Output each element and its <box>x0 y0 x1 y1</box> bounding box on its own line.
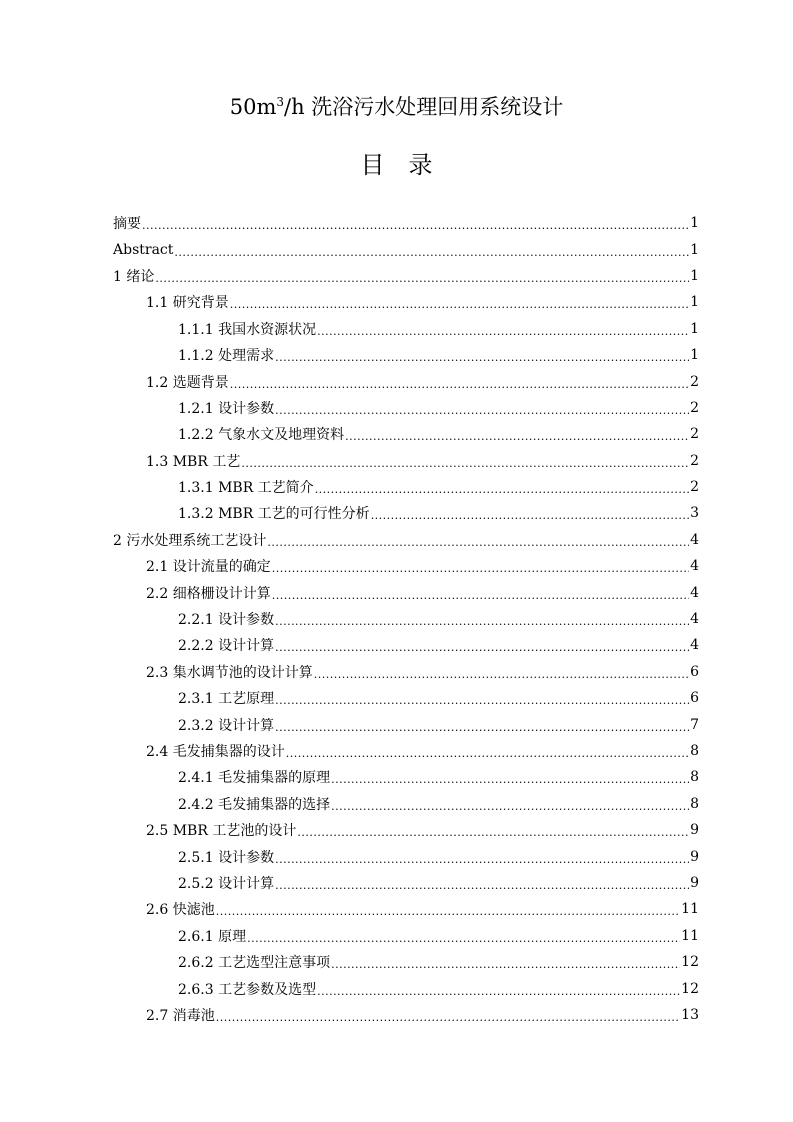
toc-entry-page: 4 <box>690 584 699 601</box>
toc-entry[interactable] <box>113 421 699 447</box>
toc-entry-label: 2.6 快滤池 <box>146 902 215 919</box>
toc-entry-page: 4 <box>690 558 699 575</box>
toc-leader-dots <box>275 850 689 864</box>
toc-entry-page: 2 <box>690 452 699 469</box>
toc-entry-label: 1.2 选题背景 <box>146 374 229 391</box>
toc-entry[interactable] <box>113 500 699 526</box>
toc-entry[interactable] <box>113 659 699 685</box>
toc-entry-page: 2 <box>690 373 699 390</box>
toc-leader-dots <box>286 744 689 758</box>
toc-entry-label: 1.3 MBR 工艺 <box>146 453 241 470</box>
toc-entry[interactable] <box>113 368 699 394</box>
toc-entry-page: 4 <box>690 611 699 628</box>
toc-entry-page: 3 <box>690 505 699 522</box>
toc-entry-page: 9 <box>690 848 699 865</box>
toc-entry-page: 2 <box>690 479 699 496</box>
toc-entry[interactable] <box>113 949 699 975</box>
toc-leader-dots <box>275 718 689 732</box>
title-superscript: 3 <box>276 95 284 109</box>
toc-entry-label: 1.3.2 MBR 工艺的可行性分析 <box>178 506 370 523</box>
toc-leader-dots <box>247 929 680 943</box>
toc-entry-label: 2 污水处理系统工艺设计 <box>113 532 267 549</box>
toc-entry[interactable] <box>113 1002 699 1028</box>
document-title <box>0 92 793 122</box>
toc-leader-dots <box>267 533 689 547</box>
toc-leader-dots <box>314 665 689 679</box>
toc-entry-label: 2.5.2 设计计算 <box>178 875 275 892</box>
toc-entry[interactable] <box>113 395 699 421</box>
title-prefix: 50m <box>229 95 277 119</box>
toc-entry-page: 6 <box>690 690 699 707</box>
toc-entry[interactable] <box>113 923 699 949</box>
toc-entry-label: 2.4.2 毛发捕集器的选择 <box>178 796 331 813</box>
toc-leader-dots <box>230 375 689 389</box>
toc-entry-label: 2.5.1 设计参数 <box>178 849 275 866</box>
toc-entry-label: 2.6.3 工艺参数及选型 <box>178 981 317 998</box>
toc-entry-page: 12 <box>681 980 699 997</box>
toc-entry-page: 9 <box>690 822 699 839</box>
toc-entry-page: 4 <box>690 531 699 548</box>
toc-entry[interactable] <box>113 896 699 922</box>
toc-entry-label: 1.2.2 气象水文及地理资料 <box>178 427 345 444</box>
toc-leader-dots <box>216 902 680 916</box>
toc-entry-page: 1 <box>690 241 699 258</box>
toc-entry-page: 11 <box>681 901 699 918</box>
toc-entry-page: 1 <box>690 267 699 284</box>
toc-entry-label: 1 绪论 <box>113 268 155 285</box>
toc-entry-label: 2.4 毛发捕集器的设计 <box>146 744 285 760</box>
toc-entry-label: 1.3.1 MBR 工艺简介 <box>178 480 314 497</box>
toc-entry-label: 1.2.1 设计参数 <box>178 400 275 417</box>
toc-entry-label: 2.3 集水调节池的设计计算 <box>146 664 313 681</box>
toc-leader-dots <box>275 638 689 652</box>
toc-entry-page: 4 <box>690 637 699 654</box>
toc-entry-page: 1 <box>690 215 699 232</box>
toc-entry[interactable] <box>113 263 699 289</box>
toc-entry[interactable] <box>113 711 699 737</box>
toc-entry-label: 2.6.2 工艺选型注意事项 <box>178 955 331 972</box>
toc-leader-dots <box>345 427 689 441</box>
toc-entry-page: 1 <box>690 320 699 337</box>
toc-entry-label: 2.2 细格栅设计计算 <box>146 585 271 602</box>
toc-entry[interactable] <box>113 289 699 315</box>
toc-entry[interactable] <box>113 843 699 869</box>
toc-leader-dots <box>174 243 689 257</box>
toc-entry[interactable] <box>113 342 699 368</box>
toc-entry[interactable] <box>113 448 699 474</box>
toc-leader-dots <box>216 1008 680 1022</box>
toc-entry-page: 2 <box>690 426 699 443</box>
title-rest: /h 洗浴污水处理回用系统设计 <box>284 95 564 119</box>
toc-entry[interactable] <box>113 527 699 553</box>
toc-entry-label: 1.1 研究背景 <box>146 295 229 312</box>
toc-entry[interactable] <box>113 579 699 605</box>
toc-entry[interactable] <box>113 474 699 500</box>
toc-entry-page: 8 <box>690 795 699 812</box>
toc-entry-label: 2.6.1 原理 <box>178 928 247 945</box>
toc-leader-dots <box>272 559 689 573</box>
toc-leader-dots <box>297 823 689 837</box>
toc-entry[interactable] <box>113 870 699 896</box>
toc-entry-page: 8 <box>690 769 699 786</box>
toc-entry-page: 1 <box>690 347 699 364</box>
toc-leader-dots <box>275 876 689 890</box>
toc-entry[interactable] <box>113 606 699 632</box>
toc-entry[interactable] <box>113 791 699 817</box>
toc-leader-dots <box>315 480 689 494</box>
toc-leader-dots <box>317 982 680 996</box>
toc-entry[interactable] <box>113 685 699 711</box>
toc-entry-label: 摘要 <box>113 216 141 233</box>
toc-entry-label: 1.1.2 处理需求 <box>178 348 275 365</box>
toc-entry-label: Abstract <box>113 241 174 258</box>
table-of-contents <box>113 210 699 1028</box>
toc-entry[interactable] <box>113 210 699 236</box>
toc-entry[interactable] <box>113 738 699 764</box>
toc-entry-page: 8 <box>690 743 699 759</box>
toc-entry-label: 2.3.1 工艺原理 <box>178 691 275 708</box>
toc-leader-dots <box>241 454 689 468</box>
toc-entry-label: 2.4.1 毛发捕集器的原理 <box>178 770 331 787</box>
toc-entry[interactable] <box>113 632 699 658</box>
toc-entry[interactable] <box>113 817 699 843</box>
toc-entry-label: 2.1 设计流量的确定 <box>146 559 271 576</box>
toc-leader-dots <box>275 348 689 362</box>
toc-entry[interactable] <box>113 764 699 790</box>
toc-leader-dots <box>275 401 689 415</box>
toc-entry-label: 2.5 MBR 工艺池的设计 <box>146 823 297 840</box>
toc-entry-label: 2.7 消毒池 <box>146 1007 215 1024</box>
toc-entry[interactable] <box>113 553 699 579</box>
toc-entry-page: 7 <box>690 716 699 733</box>
toc-heading-part-b: 录 <box>408 151 433 179</box>
toc-leader-dots <box>272 586 689 600</box>
toc-leader-dots <box>371 506 689 520</box>
toc-entry-page: 2 <box>690 399 699 416</box>
toc-leader-dots <box>331 797 689 811</box>
toc-entry-label: 1.1.1 我国水资源状况 <box>178 321 317 338</box>
toc-heading <box>0 149 793 181</box>
toc-leader-dots <box>142 216 689 230</box>
toc-entry[interactable] <box>113 316 699 342</box>
toc-entry[interactable] <box>113 236 699 262</box>
toc-entry[interactable] <box>113 975 699 1001</box>
toc-entry-label: 2.2.1 设计参数 <box>178 612 275 629</box>
toc-entry-page: 6 <box>690 663 699 680</box>
toc-entry-page: 1 <box>690 294 699 311</box>
toc-leader-dots <box>331 770 689 784</box>
toc-leader-dots <box>331 955 680 969</box>
toc-leader-dots <box>275 612 689 626</box>
toc-leader-dots <box>275 691 689 705</box>
toc-entry-page: 11 <box>681 927 699 944</box>
toc-entry-label: 2.3.2 设计计算 <box>178 717 275 734</box>
toc-heading-part-a: 目 <box>360 151 385 179</box>
toc-leader-dots <box>317 322 689 336</box>
toc-entry-label: 2.2.2 设计计算 <box>178 638 275 655</box>
toc-leader-dots <box>230 295 689 309</box>
toc-entry-page: 13 <box>681 1006 699 1023</box>
toc-leader-dots <box>155 269 689 283</box>
toc-entry-page: 9 <box>690 874 699 891</box>
toc-entry-page: 12 <box>681 954 699 971</box>
